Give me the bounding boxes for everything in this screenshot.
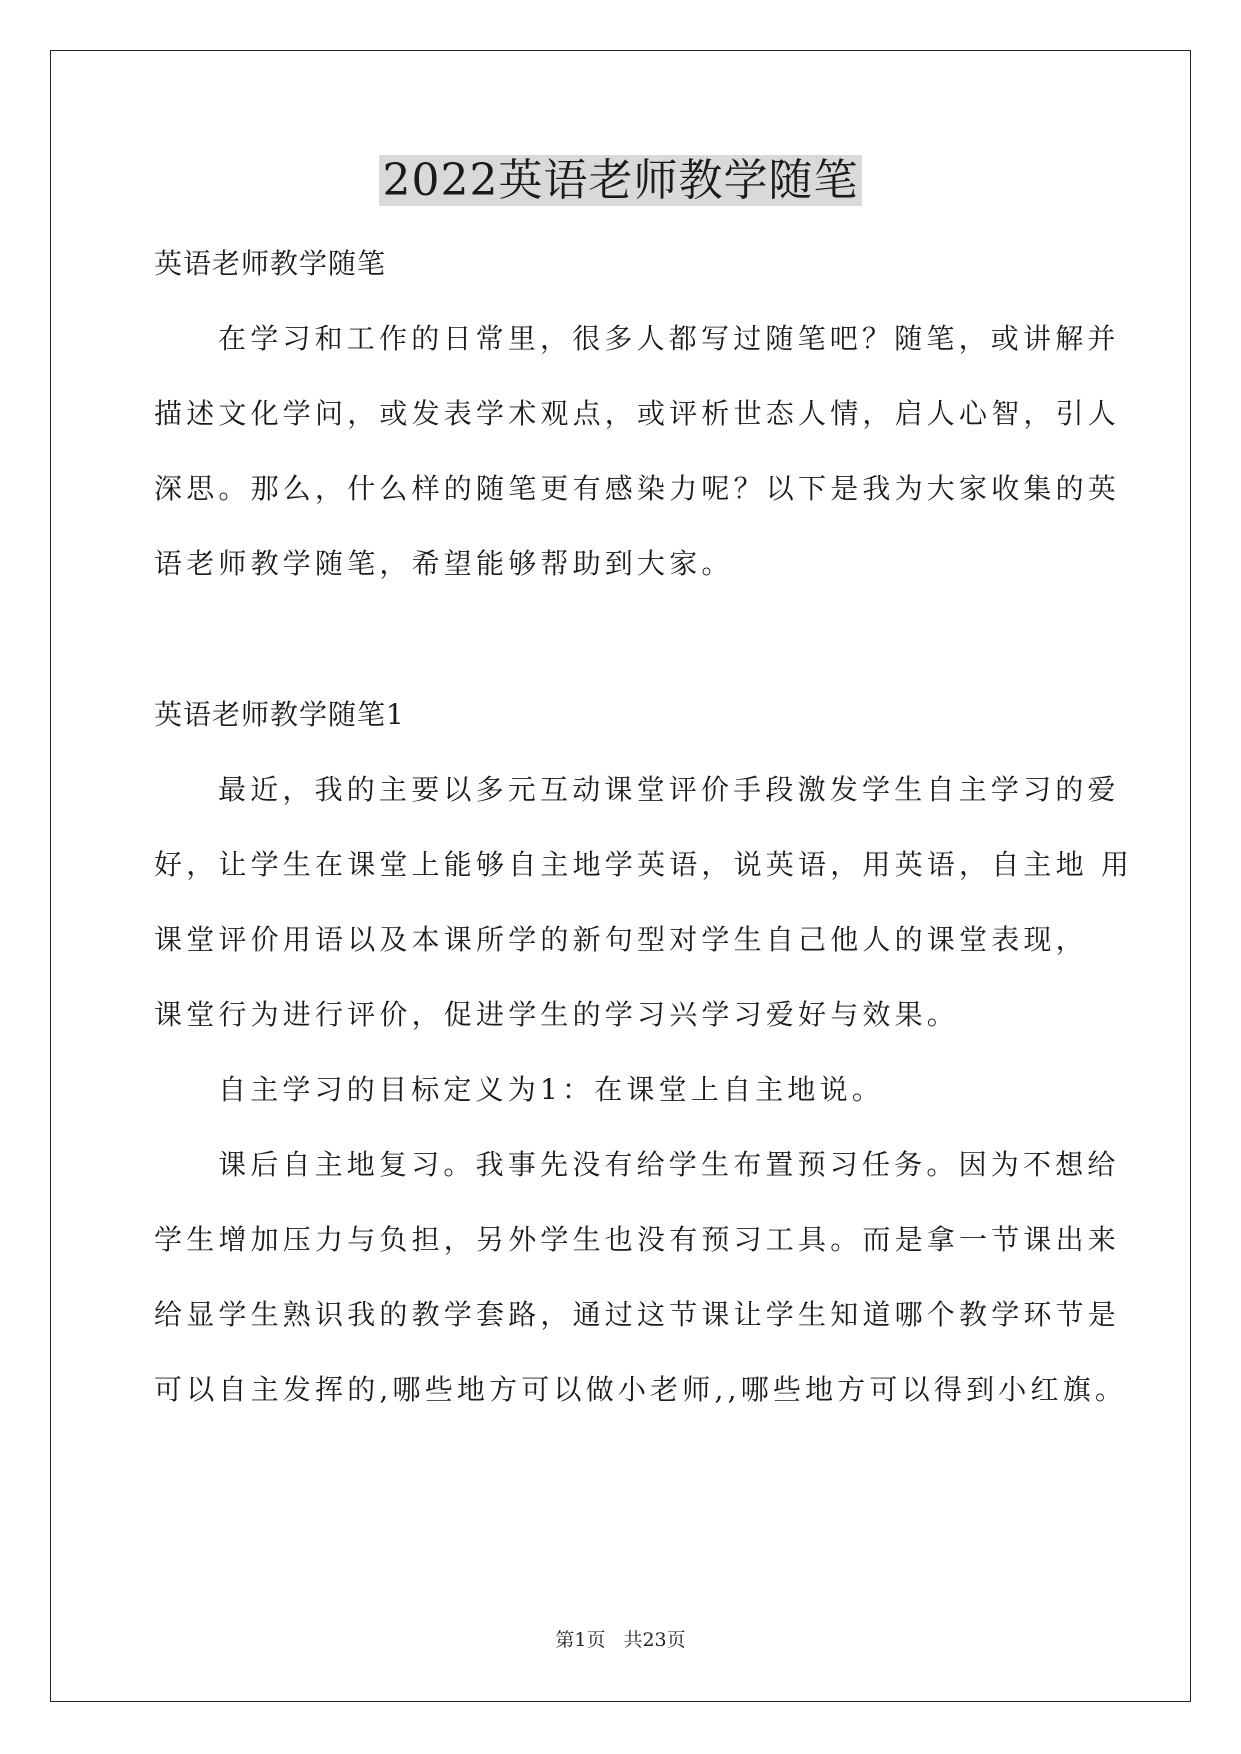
page-total: 共23页 (623, 1629, 686, 1651)
paragraph-line: 可以自主发挥的,哪些地方可以做小老师,,哪些地方可以得到小红旗。 (154, 1373, 1128, 1406)
document-title-text: 2022英语老师教学随笔 (379, 155, 863, 206)
paragraph-line: 好，让学生在课堂上能够自主地学英语，说英语，用英语，自主地 用 (154, 848, 1134, 881)
page-number: 第1页 (555, 1629, 606, 1651)
document-body (154, 226, 1134, 1427)
paragraph-line: 在学习和工作的日常里，很多人都写过随笔吧？随笔，或讲解并 (218, 322, 1120, 355)
document-title (0, 150, 1241, 212)
paragraph-line: 深思。那么，什么样的随笔更有感染力呢？以下是我为大家收集的英 (154, 472, 1121, 505)
page-footer (0, 1625, 1241, 1652)
paragraph-line: 描述文化学问，或发表学术观点，或评析世态人情，启人心智，引人 (154, 397, 1121, 430)
paragraph-line: 语老师教学随笔，希望能够帮助到大家。 (154, 547, 734, 580)
paragraph-line: 学生增加压力与负担，另外学生也没有预习工具。而是拿一节课出来 (154, 1223, 1121, 1256)
blank-line (154, 601, 1088, 677)
paragraph-line: 课堂行为进行评价，促进学生的学习兴学习爱好与效果。 (154, 998, 960, 1031)
section-heading: 英语老师教学随笔1 (154, 698, 405, 731)
paragraph-line: 最近，我的主要以多元互动课堂评价手段激发学生自主学习的爱 (218, 773, 1120, 806)
section-heading: 英语老师教学随笔 (154, 247, 387, 280)
paragraph-line: 自主学习的目标定义为1：在课堂上自主地说。 (218, 1073, 885, 1106)
paragraph-line: 给显学生熟识我的教学套路，通过这节课让学生知道哪个教学环节是 (154, 1298, 1121, 1331)
paragraph-line: 课堂评价用语以及本课所学的新句型对学生自己他人的课堂表现， (154, 923, 1088, 956)
paragraph-line: 课后自主地复习。我事先没有给学生布置预习任务。因为不想给 (218, 1148, 1120, 1181)
